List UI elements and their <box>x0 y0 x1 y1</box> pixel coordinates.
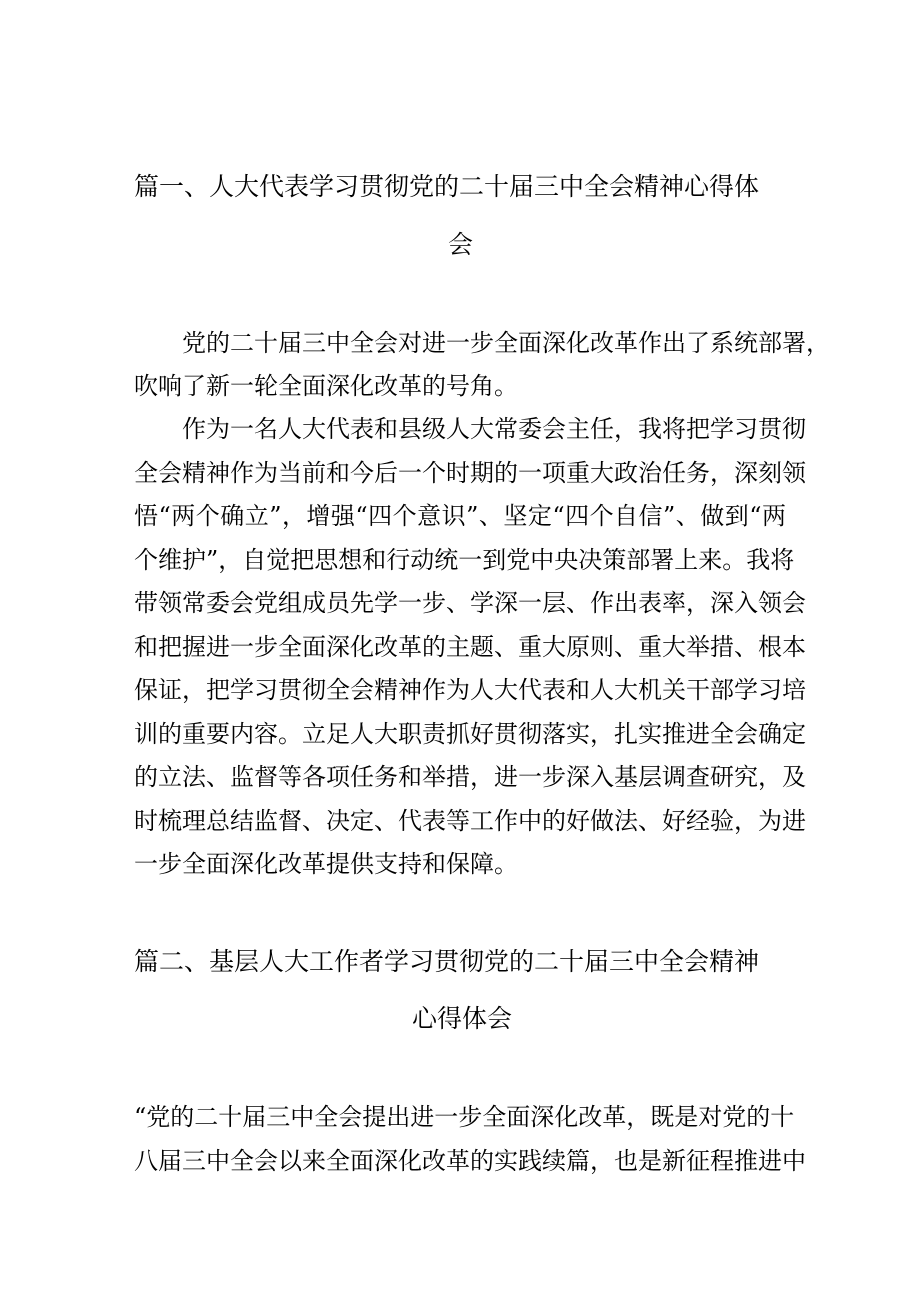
section2-para1-line: 八届三中全会以来全面深化改革的实践续篇，也是新征程推进中 <box>134 1147 806 1175</box>
section1-para2-line: 带领常委会党组成员先学一步、学深一层、作出表率，深入领会 <box>134 589 806 617</box>
section1-para2-line: 的立法、监督等各项任务和举措，进一步深入基层调查研究，及 <box>134 763 806 791</box>
section2-title-line1: 篇二、基层人大工作者学习贯彻党的二十届三中全会精神 <box>134 947 760 976</box>
section1-para2-line: 训的重要内容。立足人大职责抓好贯彻落实，扎实推进全会确定 <box>134 720 806 748</box>
section1-para2-line: 时梳理总结监督、决定、代表等工作中的好做法、好经验，为进 <box>134 807 806 835</box>
section1-para2-line: 个维护”，自觉把思想和行动统一到党中央决策部署上来。我将 <box>134 546 795 574</box>
section1-para2-line: 全会精神作为当前和今后一个时期的一项重大政治任务，深刻领 <box>134 459 806 487</box>
section1-para2-line: 作为一名人大代表和县级人大常委会主任，我将把学习贯彻 <box>182 415 806 443</box>
section1-para1-line: 党的二十届三中全会对进一步全面深化改革作出了系统部署， <box>182 329 830 357</box>
section1-para2-line: 和把握进一步全面深化改革的主题、重大原则、重大举措、根本 <box>134 633 806 661</box>
section1-para2-line: 一步全面深化改革提供支持和保障。 <box>134 850 518 878</box>
section2-title-line2: 心得体会 <box>412 1004 513 1033</box>
section1-para1-line: 吹响了新一轮全面深化改革的号角。 <box>134 372 518 400</box>
section1-para2-line: 悟“两个确立”，增强“四个意识”、坚定“四个自信”、做到“两 <box>134 502 786 530</box>
section1-title-line1: 篇一、人大代表学习贯彻党的二十届三中全会精神心得体 <box>134 172 760 201</box>
section2-para1-line: “党的二十届三中全会提出进一步全面深化改革，既是对党的十 <box>134 1103 795 1131</box>
section1-para2-line: 保证，把学习贯彻全会精神作为人大代表和人大机关干部学习培 <box>134 676 806 704</box>
section1-title-line2: 会 <box>448 230 474 259</box>
